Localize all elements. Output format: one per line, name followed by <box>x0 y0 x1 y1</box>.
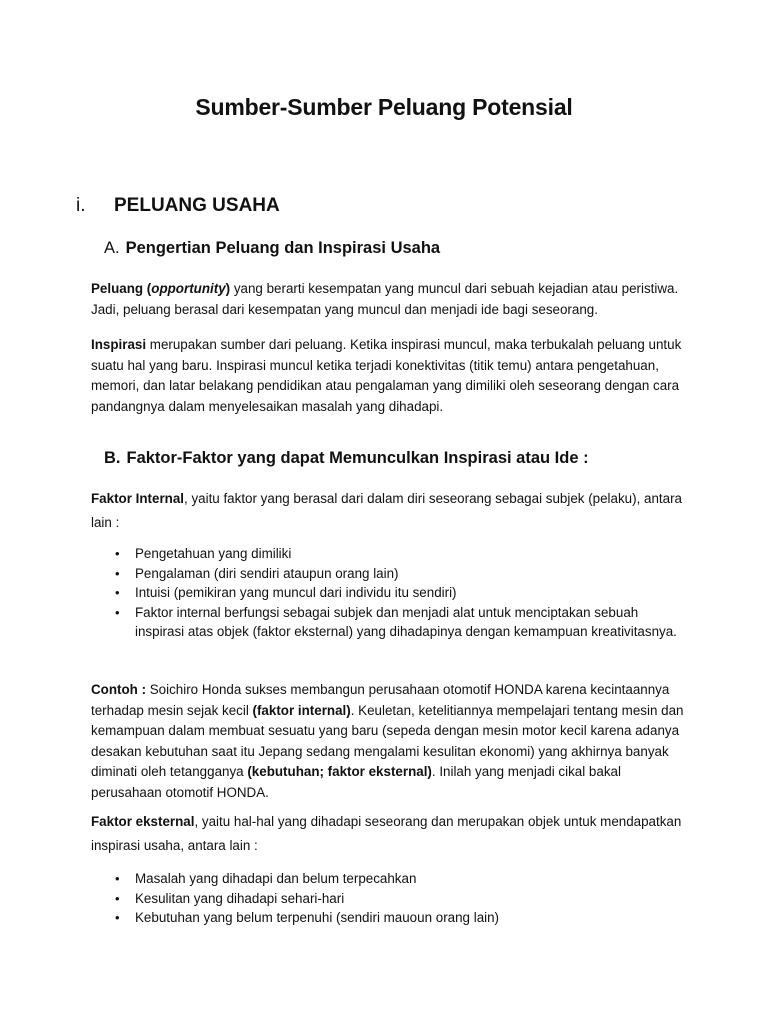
list-item: • Faktor internal berfungsi sebagai subjek dan menjadi alat untuk menciptakan sebuah inspirasi atas objek (faktor eksternal) yang dihadapinya dengan kemampuan kreativitasnya. <box>91 603 691 642</box>
subheading-a <box>104 239 440 258</box>
list-item: • Pengalaman (diri sendiri ataupun orang lain) <box>91 564 691 584</box>
subheading-b-letter: B. <box>104 449 121 467</box>
term-faktor-eksternal: Faktor eksternal <box>91 814 195 829</box>
paragraph-contoh: Contoh : Soichiro Honda sukses membangun perusahaan otomotif HONDA karena kecintaannya terhadap mesin sejak kecil (faktor internal). Keuletan, ketelitiannya mempelajari tentang mesin dan kemampuan dalam membuat sesuatu yang baru (sepeda dengan mesin motor kecil karena adanya desakan kebutuhan saat itu Jepang sedang mengalami kesulitan ekonomi) yang akhirnya banyak diminati oleh tetangganya (kebutuhan; faktor eksternal). Inilah yang menjadi cikal bakal perusahaan otomotif HONDA. <box>91 682 684 800</box>
paragraph-peluang: Peluang (opportunity) yang berarti kesempatan yang muncul dari sebuah kejadian atau peristiwa. Jadi, peluang berasal dari kesempatan yang muncul dan menjadi ide bagi seseorang. <box>91 281 679 317</box>
subheading-b <box>104 449 589 468</box>
paragraph-inspirasi: Inspirasi merupakan sumber dari peluang. Ketika inspirasi muncul, maka terbukalah peluang untuk suatu hal yang baru. Inspirasi muncul ketika terjadi konektivitas (titik temu) antara pengetahuan, memori, dan latar belakang pendidikan atau pengalaman yang dimiliki oleh seseorang dengan cara pandangnya dalam menyelesaikan masalah yang dihadapi. <box>91 337 682 414</box>
section-title: PELUANG USAHA <box>114 195 280 216</box>
external-factor-list <box>91 869 691 928</box>
list-item: • Intuisi (pemikiran yang muncul dari individu itu sendiri) <box>91 583 691 603</box>
list-item: • Kesulitan yang dihadapi sehari-hari <box>91 889 691 909</box>
term-contoh: Contoh : <box>91 682 147 697</box>
subheading-a-letter: A. <box>104 239 120 257</box>
term-inspirasi: Inspirasi <box>91 337 147 352</box>
list-item: • Masalah yang dihadapi dan belum terpecahkan <box>91 869 691 889</box>
term-peluang: Peluang (opportunity) <box>91 281 231 296</box>
section-number: i. <box>76 195 86 216</box>
subheading-b-title: Faktor-Faktor yang dapat Memunculkan Inspirasi atau Ide : <box>126 449 589 467</box>
section-heading <box>76 195 280 217</box>
list-item: • Pengetahuan yang dimiliki <box>91 544 691 564</box>
paragraph-faktor-eksternal: Faktor eksternal, yaitu hal-hal yang dihadapi seseorang dan merupakan objek untuk mendapatkan inspirasi usaha, antara lain : <box>91 814 682 853</box>
list-item: • Kebutuhan yang belum terpenuhi (sendiri mauoun orang lain) <box>91 908 691 928</box>
paragraph-faktor-internal: Faktor Internal, yaitu faktor yang berasal dari dalam diri seseorang sebagai subjek (pelaku), antara lain : <box>91 491 682 530</box>
document-title: Sumber-Sumber Peluang Potensial <box>195 94 573 120</box>
term-faktor-internal: Faktor Internal <box>91 491 185 506</box>
internal-factor-list <box>91 544 691 642</box>
subheading-a-title: Pengertian Peluang dan Inspirasi Usaha <box>125 239 441 257</box>
